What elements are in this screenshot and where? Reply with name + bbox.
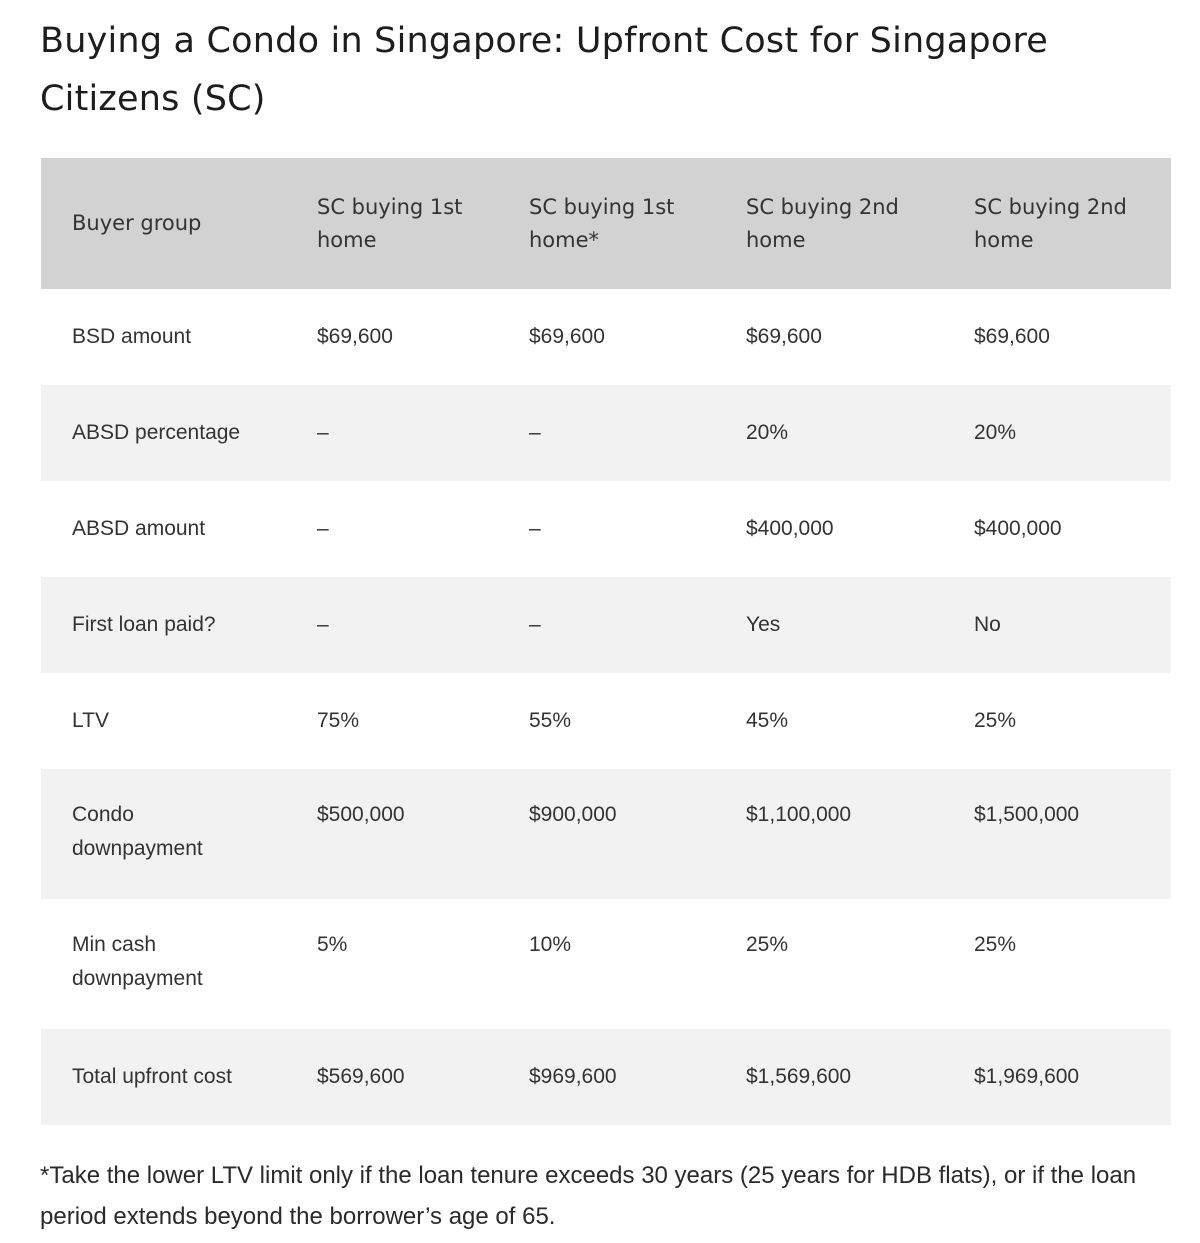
table-cell: $1,500,000 [943,769,1171,899]
table-cell: 10% [498,899,715,1029]
row-label: LTV [41,673,286,769]
table-cell: $900,000 [498,769,715,899]
table-cell: $1,969,600 [943,1029,1171,1125]
table-cell: 25% [943,899,1171,1029]
table-cell: – [286,577,498,673]
footnote: *Take the lower LTV limit only if the loan tenure exceeds 30 years (25 years for HDB flats), or if the loan period extends beyond the borrower’s age of 65. [40,1162,1137,1230]
table-header-row [41,158,1171,289]
table-cell: $69,600 [943,289,1171,385]
column-header-sc-1st-home-lower-ltv: SC buying 1st home* [498,158,715,289]
page-title: Buying a Condo in Singapore: Upfront Cost for Singapore Citizens (SC) [40,21,1049,119]
table-cell: 20% [943,385,1171,481]
table-cell: $400,000 [715,481,943,577]
table-row-condo-downpayment [41,769,1171,899]
table-cell: $1,569,600 [715,1029,943,1125]
upfront-cost-table [41,158,1171,1125]
column-header-sc-2nd-home-loan-unpaid: SC buying 2nd home [943,158,1171,289]
table-cell: $69,600 [715,289,943,385]
row-label: ABSD percentage [41,385,286,481]
table-cell: 20% [715,385,943,481]
table-cell: – [498,577,715,673]
table-row-ltv [41,673,1171,769]
table-cell: – [498,385,715,481]
table-row-total-upfront-cost [41,1029,1171,1125]
table-row-absd-percentage [41,385,1171,481]
table-cell: – [286,481,498,577]
row-label: Total upfront cost [41,1029,286,1125]
table-cell: 55% [498,673,715,769]
column-header-sc-1st-home: SC buying 1st home [286,158,498,289]
table-cell: 45% [715,673,943,769]
table-cell: No [943,577,1171,673]
row-label: Min cash downpayment [41,899,286,1029]
table-row-first-loan-paid [41,577,1171,673]
table-cell: – [286,385,498,481]
table-cell: – [498,481,715,577]
table-cell: $69,600 [498,289,715,385]
column-header-sc-2nd-home-loan-paid: SC buying 2nd home [715,158,943,289]
column-header-buyer-group: Buyer group [41,158,286,289]
table-row-absd-amount [41,481,1171,577]
table-row-bsd-amount [41,289,1171,385]
row-label: ABSD amount [41,481,286,577]
table-cell: 25% [715,899,943,1029]
table-cell: 25% [943,673,1171,769]
row-label: BSD amount [41,289,286,385]
table-cell: $569,600 [286,1029,498,1125]
row-label: Condo downpayment [41,769,286,899]
table-cell: 5% [286,899,498,1029]
table-cell: $1,100,000 [715,769,943,899]
table-row-min-cash-downpayment [41,899,1171,1029]
table-cell: $400,000 [943,481,1171,577]
table-cell: $69,600 [286,289,498,385]
row-label: First loan paid? [41,577,286,673]
table-cell: 75% [286,673,498,769]
table-cell: Yes [715,577,943,673]
table-cell: $969,600 [498,1029,715,1125]
table-cell: $500,000 [286,769,498,899]
